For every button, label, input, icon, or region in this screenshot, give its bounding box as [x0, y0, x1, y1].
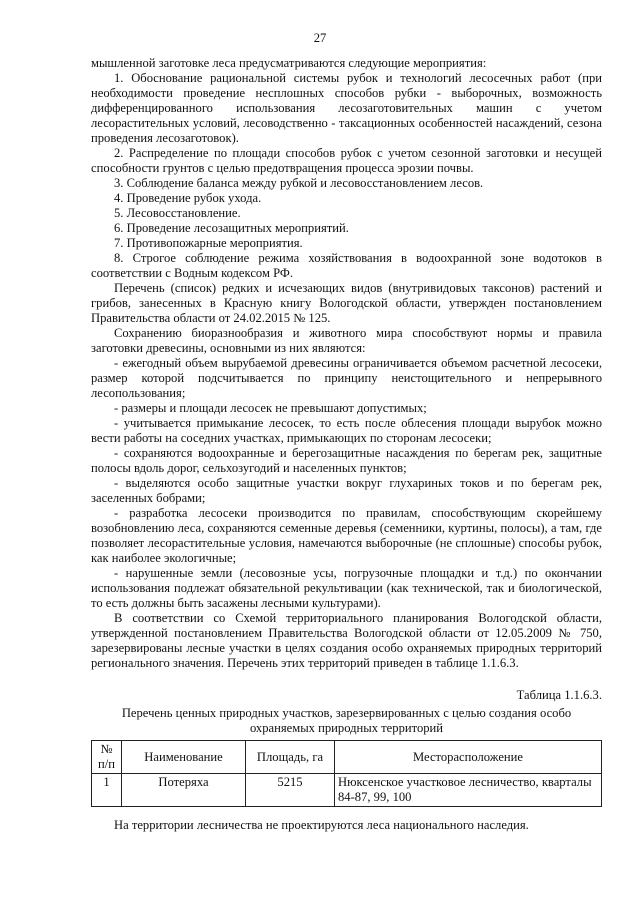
- paragraph: - ежегодный объем вырубаемой древесины ограничивается объемом расчетной лесосеки, размер которой подсчитывается по принципу неистощительного и непрерывного лесопользования;: [91, 356, 602, 400]
- paragraph: - размеры и площади лесосек не превышают допустимых;: [114, 401, 427, 415]
- table-title: Перечень ценных природных участков, зарезервированных с целью создания особо охраняемых природных территорий: [121, 706, 572, 735]
- header-location: Месторасположение: [335, 741, 602, 774]
- paragraph: - сохраняются водоохранные и берегозащитные насаждения по берегам рек, защитные полосы вдоль дорог, сельхозугодий и населенных пунктов;: [91, 446, 602, 475]
- table-header-row: [92, 741, 602, 774]
- paragraph: - выделяются особо защитные участки вокруг глухариных токов и по берегам рек, заселенных бобрами;: [91, 476, 602, 505]
- table-caption: [91, 688, 602, 736]
- table-number: Таблица 1.1.6.3.: [516, 688, 602, 702]
- paragraph: 6. Проведение лесозащитных мероприятий.: [114, 221, 349, 235]
- paragraph: 5. Лесовосстановление.: [114, 206, 241, 220]
- body-text: [91, 56, 602, 671]
- paragraph: 8. Строгое соблюдение режима хозяйствования в водоохранной зоне водотоков в соответствии с Водным кодексом РФ.: [91, 251, 602, 280]
- paragraph: 4. Проведение рубок ухода.: [114, 191, 262, 205]
- paragraph: 7. Противопожарные мероприятия.: [114, 236, 303, 250]
- cell-location: Нюксенское участковое лесничество, кварталы 84-87, 99, 100: [335, 774, 602, 807]
- table-row: [92, 774, 602, 807]
- paragraph: - учитывается примыкание лесосек, то есть после облесения площади вырубок можно вести работы на соседних участках, примыкающих по сторонам лесосеки;: [91, 416, 602, 445]
- paragraph: 3. Соблюдение баланса между рубкой и лесовосстановлением лесов.: [114, 176, 484, 190]
- header-area: Площадь, га: [246, 741, 335, 774]
- paragraph: - нарушенные земли (лесовозные усы, погрузочные площадки и т.д.) по окончании использования подлежат обязательной рекультивации (как технической, так и биологической, то есть должны быть засажены лесными культурами).: [91, 566, 602, 610]
- reserved-areas-table: [91, 740, 602, 807]
- paragraph: - разработка лесосеки производится по правилам, способствующим скорейшему возобновлению леса, сохраняются семенные деревья (семенники, куртины, полосы), а там, где позволяет лесорастительные условия, намечаются выборочные (не сплошные) способы рубок, как наиболее экологичные;: [91, 506, 602, 565]
- footer-note: На территории лесничества не проектируются леса национального наследия.: [114, 818, 529, 832]
- page-number: 27: [313, 31, 327, 45]
- cell-area: 5215: [246, 774, 335, 807]
- paragraph: мышленной заготовке леса предусматриваются следующие мероприятия:: [91, 56, 487, 70]
- header-number: № п/п: [92, 741, 122, 774]
- paragraph: Сохранению биоразнообразия и животного мира способствуют нормы и правила заготовки древесины, основными из них являются:: [91, 326, 602, 355]
- paragraph: 2. Распределение по площади способов рубок с учетом сезонной заготовки и несущей способности грунтов с целью предотвращения процесса эрозии почвы.: [91, 146, 602, 175]
- cell-name: Потеряха: [122, 774, 246, 807]
- paragraph: В соответствии со Схемой территориального планирования Вологодской области, утвержденной постановлением Правительства Вологодской области от 12.05.2009 № 750, зарезервированы лесные участки в целях создания особо охраняемых природных территорий регионального значения. Перечень этих территорий приведен в таблице 1.1.6.3.: [91, 611, 602, 670]
- paragraph: Перечень (список) редких и исчезающих видов (внутривидовых таксонов) растений и грибов, занесенных в Красную книгу Вологодской области, утвержден постановлением Правительства области от 24.02.2015 № 125.: [91, 281, 602, 325]
- paragraph: 1. Обоснование рациональной системы рубок и технологий лесосечных работ (при необходимости проведение несплошных способов рубки - выборочных, возможность дифференцированного использования лесозаготовительных машин с учетом лесорастительных условий, лесоводственно - таксационных особенностей насаждений, сезона проведения лесозаготовок).: [91, 71, 602, 145]
- cell-number: 1: [92, 774, 122, 807]
- header-name: Наименование: [122, 741, 246, 774]
